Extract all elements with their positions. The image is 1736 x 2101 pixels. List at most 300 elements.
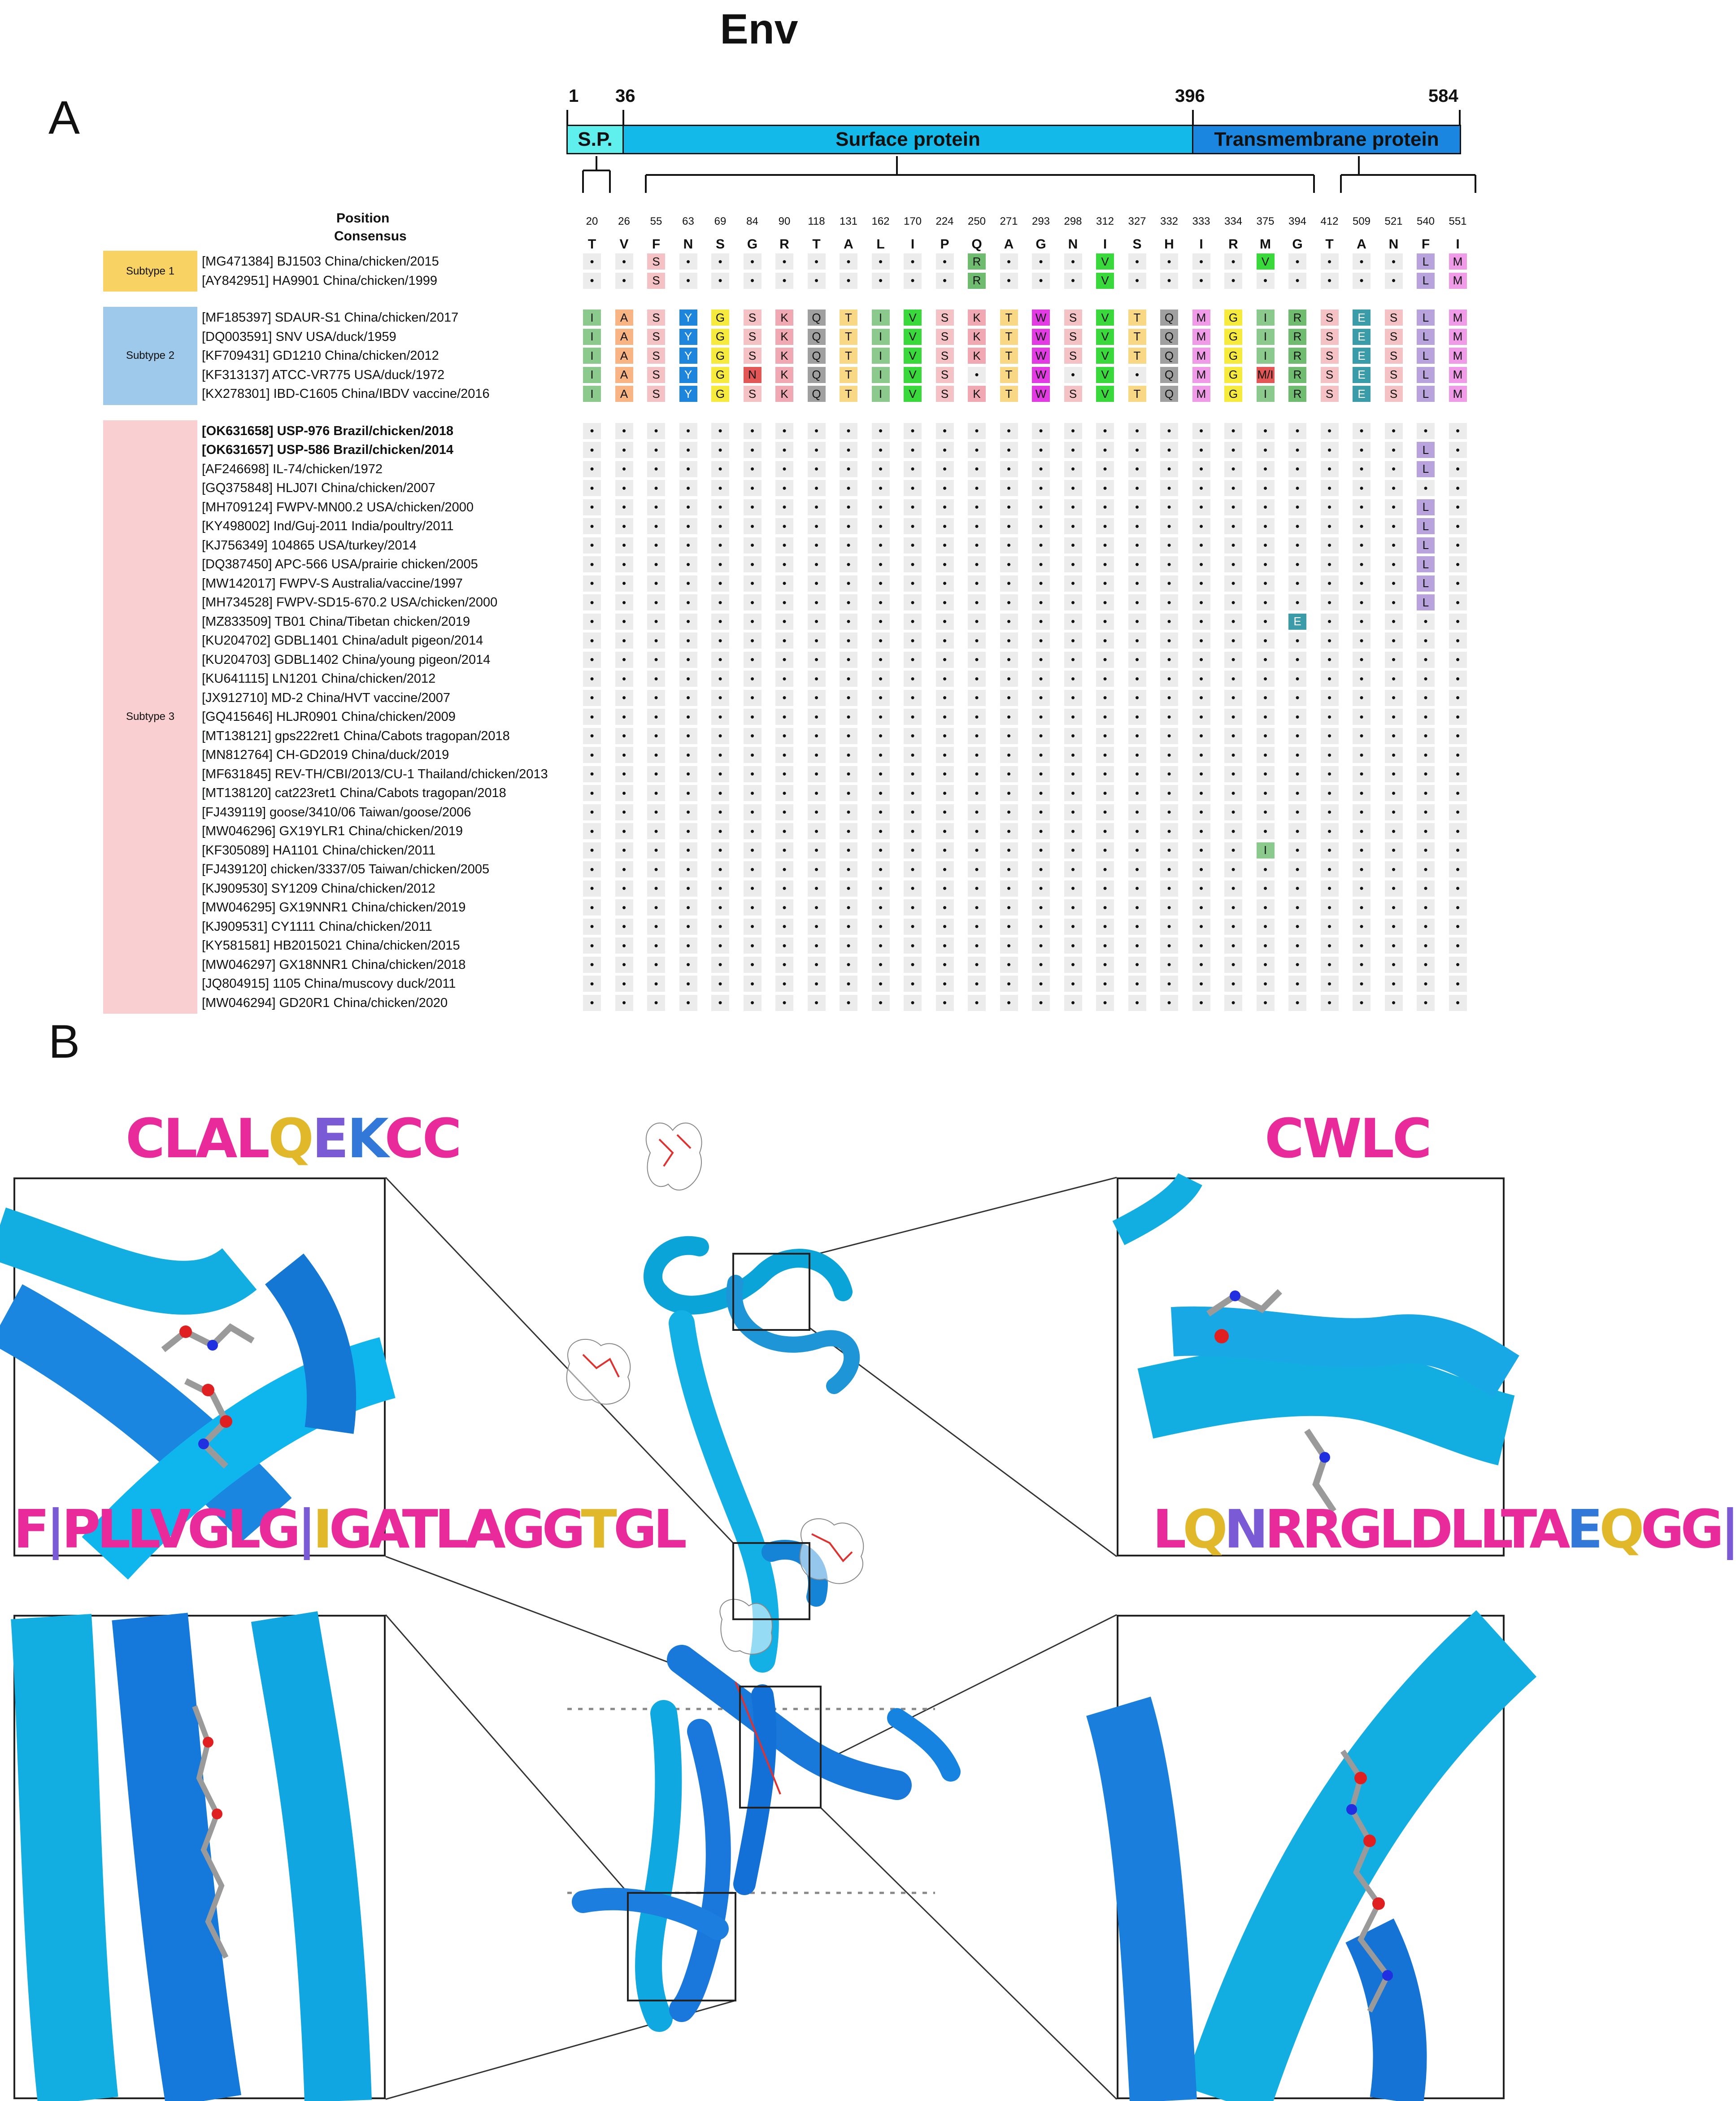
- alignment-cell: •: [1385, 709, 1403, 725]
- alignment-cell: •: [936, 423, 954, 439]
- alignment-cell: •: [679, 937, 697, 954]
- alignment-cell: •: [968, 537, 986, 554]
- alignment-cell: •: [968, 728, 986, 744]
- alignment-cell: S: [936, 386, 954, 402]
- alignment-cell: •: [744, 518, 761, 534]
- alignment-cell: •: [808, 919, 826, 935]
- alignment-cell: •: [904, 594, 922, 610]
- alignment-cell: •: [1353, 253, 1371, 270]
- alignment-cell: •: [808, 556, 826, 572]
- alignment-cell: •: [1353, 823, 1371, 839]
- alignment-cell: •: [744, 899, 761, 915]
- alignment-cell: •: [968, 861, 986, 877]
- alignment-cell: •: [1192, 537, 1210, 554]
- alignment-cell: S: [1385, 367, 1403, 383]
- alignment-cell: •: [1160, 614, 1178, 630]
- alignment-cell: •: [711, 919, 729, 935]
- alignment-cell: •: [1064, 995, 1082, 1011]
- alignment-cell: •: [840, 518, 857, 534]
- alignment-cell: •: [1128, 881, 1146, 897]
- alignment-position-69: 69: [714, 215, 727, 227]
- alignment-cell: •: [936, 842, 954, 859]
- alignment-cell: S: [1321, 348, 1339, 364]
- alignment-cell: Q: [808, 386, 826, 402]
- alignment-cell: •: [1417, 899, 1435, 915]
- strain-label: [KX278301] IBD-C1605 China/IBDV vaccine/2016: [202, 387, 490, 401]
- alignment-cell: •: [1192, 823, 1210, 839]
- strain-label: [MG471384] BJ1503 China/chicken/2015: [202, 254, 439, 269]
- alignment-cell: •: [1417, 937, 1435, 954]
- alignment-cell: •: [1128, 652, 1146, 668]
- alignment-cell: •: [1000, 614, 1018, 630]
- alignment-cell: •: [1192, 861, 1210, 877]
- alignment-cell: T: [840, 329, 857, 345]
- alignment-cell: •: [744, 842, 761, 859]
- alignment-cell: •: [1128, 442, 1146, 458]
- alignment-cell: •: [615, 747, 633, 763]
- alignment-cell: •: [1385, 995, 1403, 1011]
- alignment-cell: •: [904, 899, 922, 915]
- alignment-consensus-residue: I: [910, 237, 915, 252]
- alignment-cell: •: [1192, 518, 1210, 534]
- alignment-cell: •: [1032, 632, 1050, 649]
- alignment-cell: L: [1417, 594, 1435, 610]
- alignment-cell: •: [1096, 861, 1114, 877]
- logo-letter: |: [297, 1498, 313, 1560]
- alignment-cell: Y: [679, 329, 697, 345]
- logo-letter: N: [1224, 1498, 1265, 1560]
- alignment-cell: W: [1032, 348, 1050, 364]
- alignment-cell: •: [1257, 919, 1275, 935]
- alignment-cell: •: [840, 995, 857, 1011]
- logo-letter: G: [257, 1498, 297, 1560]
- logo-letter: L: [163, 1108, 196, 1170]
- alignment-cell: •: [904, 804, 922, 820]
- sequence-logo-top-left: [126, 1108, 460, 1170]
- alignment-cell: S: [647, 348, 665, 364]
- alignment-cell: •: [1000, 976, 1018, 992]
- alignment-cell: •: [1321, 632, 1339, 649]
- alignment-cell: •: [808, 671, 826, 687]
- alignment-cell: •: [583, 594, 601, 610]
- alignment-cell: •: [1353, 957, 1371, 973]
- alignment-cell: •: [808, 823, 826, 839]
- alignment-cell: •: [1192, 423, 1210, 439]
- alignment-cell: Y: [679, 348, 697, 364]
- alignment-cell: •: [583, 937, 601, 954]
- alignment-cell: •: [1128, 537, 1146, 554]
- alignment-cell: S: [647, 253, 665, 270]
- alignment-cell: •: [1224, 423, 1242, 439]
- alignment-cell: •: [1288, 480, 1306, 496]
- alignment-cell: •: [1417, 747, 1435, 763]
- alignment-cell: •: [1000, 728, 1018, 744]
- alignment-cell: •: [679, 728, 697, 744]
- alignment-cell: •: [1321, 728, 1339, 744]
- alignment-cell: A: [615, 367, 633, 383]
- alignment-cell: •: [904, 957, 922, 973]
- alignment-cell: •: [968, 423, 986, 439]
- alignment-cell: •: [1385, 842, 1403, 859]
- alignment-cell: •: [775, 728, 793, 744]
- strain-label: [KY498002] Ind/Guj-2011 India/poultry/2011: [202, 519, 454, 533]
- strain-label: [FJ439120] chicken/3337/05 Taiwan/chicken/2005: [202, 862, 490, 876]
- alignment-cell: •: [808, 766, 826, 782]
- alignment-consensus-residue: T: [1325, 237, 1334, 252]
- alignment-consensus-residue: S: [715, 237, 725, 252]
- alignment-cell: •: [1128, 614, 1146, 630]
- alignment-cell: •: [1288, 423, 1306, 439]
- alignment-cell: •: [1128, 957, 1146, 973]
- alignment-cell: •: [840, 881, 857, 897]
- alignment-consensus-residue: P: [940, 237, 949, 252]
- alignment-position-224: 224: [935, 215, 954, 227]
- alignment-cell: •: [1064, 823, 1082, 839]
- alignment-cell: •: [1224, 253, 1242, 270]
- alignment-cell: •: [583, 690, 601, 706]
- alignment-cell: •: [1064, 480, 1082, 496]
- alignment-cell: •: [1192, 842, 1210, 859]
- alignment-cell: •: [744, 709, 761, 725]
- alignment-consensus-residue: G: [747, 237, 758, 252]
- alignment-cell: •: [1064, 804, 1082, 820]
- alignment-cell: •: [1192, 614, 1210, 630]
- alignment-cell: •: [936, 861, 954, 877]
- alignment-cell: •: [840, 728, 857, 744]
- alignment-cell: •: [711, 423, 729, 439]
- alignment-cell: •: [679, 919, 697, 935]
- alignment-position-332: 332: [1160, 215, 1179, 227]
- alignment-cell: •: [1224, 273, 1242, 289]
- alignment-cell: •: [1224, 575, 1242, 592]
- alignment-cell: •: [1449, 480, 1467, 496]
- alignment-cell: •: [1160, 957, 1178, 973]
- alignment-cell: •: [583, 899, 601, 915]
- alignment-consensus-residue: H: [1164, 237, 1174, 252]
- alignment-cell: •: [1321, 861, 1339, 877]
- alignment-cell: •: [1449, 652, 1467, 668]
- alignment-cell: •: [775, 652, 793, 668]
- alignment-cell: •: [679, 899, 697, 915]
- alignment-cell: •: [904, 766, 922, 782]
- alignment-cell: •: [1192, 766, 1210, 782]
- alignment-cell: •: [1192, 690, 1210, 706]
- alignment-cell: •: [1032, 728, 1050, 744]
- alignment-cell: •: [1385, 728, 1403, 744]
- alignment-cell: •: [1288, 804, 1306, 820]
- alignment-cell: •: [647, 728, 665, 744]
- alignment-cell: •: [615, 423, 633, 439]
- alignment-cell: •: [1128, 785, 1146, 801]
- alignment-cell: •: [904, 728, 922, 744]
- alignment-cell: •: [775, 690, 793, 706]
- alignment-cell: •: [904, 273, 922, 289]
- alignment-cell: L: [1417, 348, 1435, 364]
- alignment-cell: •: [615, 461, 633, 477]
- logo-letter: T: [581, 1498, 613, 1560]
- alignment-cell: •: [1385, 423, 1403, 439]
- alignment-cell: •: [1032, 766, 1050, 782]
- alignment-cell: I: [1257, 348, 1275, 364]
- alignment-cell: E: [1353, 329, 1371, 345]
- alignment-cell: G: [1224, 367, 1242, 383]
- alignment-cell: •: [615, 518, 633, 534]
- alignment-cell: •: [936, 881, 954, 897]
- alignment-cell: •: [679, 881, 697, 897]
- alignment-cell: •: [1257, 614, 1275, 630]
- alignment-cell: •: [1192, 976, 1210, 992]
- alignment-cell: •: [968, 690, 986, 706]
- alignment-cell: •: [1224, 899, 1242, 915]
- alignment-cell: R: [1288, 309, 1306, 326]
- alignment-consensus-residue: M: [1260, 237, 1271, 252]
- alignment-cell: •: [968, 881, 986, 897]
- alignment-cell: •: [1128, 499, 1146, 515]
- alignment-cell: S: [647, 309, 665, 326]
- alignment-cell: •: [1096, 556, 1114, 572]
- alignment-cell: •: [1257, 766, 1275, 782]
- alignment-cell: •: [1321, 842, 1339, 859]
- alignment-cell: •: [1192, 709, 1210, 725]
- logo-letter: G: [542, 1498, 581, 1560]
- alignment-cell: •: [775, 537, 793, 554]
- alignment-cell: •: [647, 823, 665, 839]
- alignment-cell: •: [1032, 937, 1050, 954]
- alignment-cell: •: [1096, 537, 1114, 554]
- alignment-cell: •: [936, 919, 954, 935]
- alignment-cell: I: [872, 329, 890, 345]
- alignment-cell: •: [1128, 273, 1146, 289]
- alignment-cell: •: [1385, 785, 1403, 801]
- alignment-cell: •: [744, 976, 761, 992]
- alignment-cell: •: [744, 937, 761, 954]
- alignment-cell: •: [1064, 461, 1082, 477]
- alignment-cell: S: [936, 309, 954, 326]
- alignment-cell: •: [1288, 976, 1306, 992]
- alignment-cell: M: [1449, 329, 1467, 345]
- alignment-cell: •: [1000, 537, 1018, 554]
- alignment-cell: •: [1449, 556, 1467, 572]
- alignment-cell: •: [583, 709, 601, 725]
- alignment-cell: •: [615, 594, 633, 610]
- alignment-cell: •: [647, 976, 665, 992]
- alignment-cell: •: [1032, 253, 1050, 270]
- alignment-position-162: 162: [871, 215, 890, 227]
- alignment-cell: •: [1353, 461, 1371, 477]
- alignment-cell: M: [1449, 253, 1467, 270]
- alignment-cell: S: [1321, 386, 1339, 402]
- alignment-cell: I: [1257, 842, 1275, 859]
- alignment-cell: V: [904, 348, 922, 364]
- alignment-cell: •: [1321, 253, 1339, 270]
- alignment-cell: •: [711, 766, 729, 782]
- alignment-cell: •: [1321, 652, 1339, 668]
- alignment-cell: •: [1160, 823, 1178, 839]
- alignment-cell: •: [1257, 442, 1275, 458]
- alignment-cell: •: [583, 785, 601, 801]
- alignment-cell: M: [1449, 348, 1467, 364]
- alignment-cell: •: [1000, 518, 1018, 534]
- alignment-cell: •: [1128, 766, 1146, 782]
- alignment-cell: •: [936, 995, 954, 1011]
- alignment-cell: S: [1321, 367, 1339, 383]
- alignment-cell: M: [1192, 367, 1210, 383]
- alignment-cell: •: [872, 537, 890, 554]
- alignment-cell: •: [1288, 747, 1306, 763]
- alignment-cell: •: [1192, 899, 1210, 915]
- alignment-cell: •: [808, 842, 826, 859]
- alignment-cell: •: [1096, 937, 1114, 954]
- alignment-cell: •: [775, 747, 793, 763]
- alignment-cell: •: [1128, 480, 1146, 496]
- logo-letter: E: [1566, 1498, 1600, 1560]
- alignment-cell: •: [840, 442, 857, 458]
- alignment-cell: •: [904, 614, 922, 630]
- alignment-cell: •: [872, 575, 890, 592]
- alignment-cell: •: [615, 671, 633, 687]
- alignment-cell: •: [744, 423, 761, 439]
- alignment-cell: •: [1224, 919, 1242, 935]
- alignment-cell: •: [647, 690, 665, 706]
- alignment-cell: K: [775, 386, 793, 402]
- alignment-cell: •: [936, 461, 954, 477]
- alignment-cell: •: [968, 671, 986, 687]
- alignment-cell: •: [583, 881, 601, 897]
- subtype-block: Subtype 3: [103, 420, 197, 1014]
- alignment-cell: K: [775, 329, 793, 345]
- alignment-cell: •: [872, 442, 890, 458]
- alignment-cell: •: [1353, 995, 1371, 1011]
- alignment-cell: •: [840, 537, 857, 554]
- alignment-cell: •: [744, 499, 761, 515]
- alignment-cell: •: [1192, 442, 1210, 458]
- alignment-cell: •: [1288, 709, 1306, 725]
- alignment-cell: •: [840, 937, 857, 954]
- alignment-cell: •: [679, 442, 697, 458]
- alignment-cell: L: [1417, 309, 1435, 326]
- alignment-cell: S: [1064, 348, 1082, 364]
- alignment-cell: •: [1096, 499, 1114, 515]
- alignment-cell: •: [615, 957, 633, 973]
- alignment-cell: G: [711, 329, 729, 345]
- alignment-cell: G: [711, 386, 729, 402]
- alignment-cell: •: [647, 785, 665, 801]
- alignment-consensus-residue: I: [1199, 237, 1203, 252]
- alignment-cell: T: [840, 309, 857, 326]
- alignment-cell: •: [1288, 442, 1306, 458]
- logo-letter: G: [187, 1498, 227, 1560]
- logo-letter: A: [369, 1498, 402, 1560]
- alignment-cell: •: [1224, 614, 1242, 630]
- alignment-cell: •: [1032, 518, 1050, 534]
- alignment-cell: •: [711, 976, 729, 992]
- alignment-cell: •: [936, 614, 954, 630]
- alignment-cell: •: [1417, 995, 1435, 1011]
- alignment-cell: •: [1032, 461, 1050, 477]
- alignment-cell: •: [872, 842, 890, 859]
- alignment-cell: V: [1096, 253, 1114, 270]
- alignment-cell: •: [840, 919, 857, 935]
- alignment-cell: •: [1288, 273, 1306, 289]
- logo-letter: A: [465, 1498, 502, 1560]
- alignment-cell: •: [647, 518, 665, 534]
- alignment-cell: •: [808, 995, 826, 1011]
- alignment-consensus-residue: N: [1068, 237, 1078, 252]
- sequence-logo-top-right: [1265, 1108, 1430, 1170]
- strain-label: [DQ003591] SNV USA/duck/1959: [202, 329, 396, 344]
- alignment-cell: •: [1288, 632, 1306, 649]
- alignment-cell: •: [615, 804, 633, 820]
- alignment-cell: •: [1417, 632, 1435, 649]
- alignment-cell: •: [1192, 957, 1210, 973]
- alignment-cell: •: [1385, 957, 1403, 973]
- alignment-cell: •: [968, 919, 986, 935]
- alignment-cell: •: [1449, 957, 1467, 973]
- alignment-cell: •: [1417, 881, 1435, 897]
- alignment-cell: •: [583, 804, 601, 820]
- alignment-cell: V: [904, 309, 922, 326]
- alignment-cell: •: [1096, 919, 1114, 935]
- alignment-cell: •: [775, 594, 793, 610]
- alignment-cell: •: [647, 957, 665, 973]
- alignment-cell: •: [872, 614, 890, 630]
- alignment-cell: •: [1096, 804, 1114, 820]
- alignment-cell: •: [1417, 785, 1435, 801]
- alignment-cell: •: [1288, 253, 1306, 270]
- alignment-cell: •: [775, 842, 793, 859]
- alignment-cell: •: [840, 480, 857, 496]
- alignment-cell: •: [1449, 937, 1467, 954]
- alignment-cell: G: [1224, 329, 1242, 345]
- alignment-cell: •: [744, 881, 761, 897]
- alignment-cell: •: [1288, 919, 1306, 935]
- alignment-consensus-residue: T: [812, 237, 821, 252]
- alignment-cell: •: [775, 861, 793, 877]
- alignment-cell: S: [1064, 329, 1082, 345]
- alignment-position-551: 551: [1449, 215, 1467, 227]
- alignment-cell: •: [1449, 747, 1467, 763]
- alignment-cell: •: [1192, 671, 1210, 687]
- alignment-cell: •: [1096, 728, 1114, 744]
- alignment-cell: •: [647, 594, 665, 610]
- alignment-cell: S: [744, 386, 761, 402]
- alignment-cell: •: [904, 253, 922, 270]
- alignment-cell: •: [968, 823, 986, 839]
- logo-letter: L: [1379, 1498, 1410, 1560]
- logo-letter: C: [1265, 1108, 1303, 1170]
- alignment-cell: K: [968, 348, 986, 364]
- alignment-cell: •: [968, 367, 986, 383]
- alignment-cell: •: [904, 518, 922, 534]
- alignment-cell: •: [1417, 652, 1435, 668]
- alignment-cell: •: [615, 785, 633, 801]
- alignment-cell: •: [1385, 518, 1403, 534]
- logo-letter: C: [384, 1108, 422, 1170]
- alignment-cell: •: [1032, 881, 1050, 897]
- alignment-cell: •: [1128, 671, 1146, 687]
- alignment-cell: •: [583, 652, 601, 668]
- alignment-cell: •: [936, 747, 954, 763]
- domain-pos-36: 36: [615, 86, 635, 106]
- alignment-cell: L: [1417, 537, 1435, 554]
- alignment-cell: L: [1417, 329, 1435, 345]
- alignment-cell: •: [1449, 804, 1467, 820]
- logo-letter: T: [402, 1498, 435, 1560]
- alignment-cell: N: [744, 367, 761, 383]
- logo-letter: I: [313, 1498, 329, 1560]
- alignment-cell: •: [1385, 671, 1403, 687]
- alignment-cell: •: [1128, 709, 1146, 725]
